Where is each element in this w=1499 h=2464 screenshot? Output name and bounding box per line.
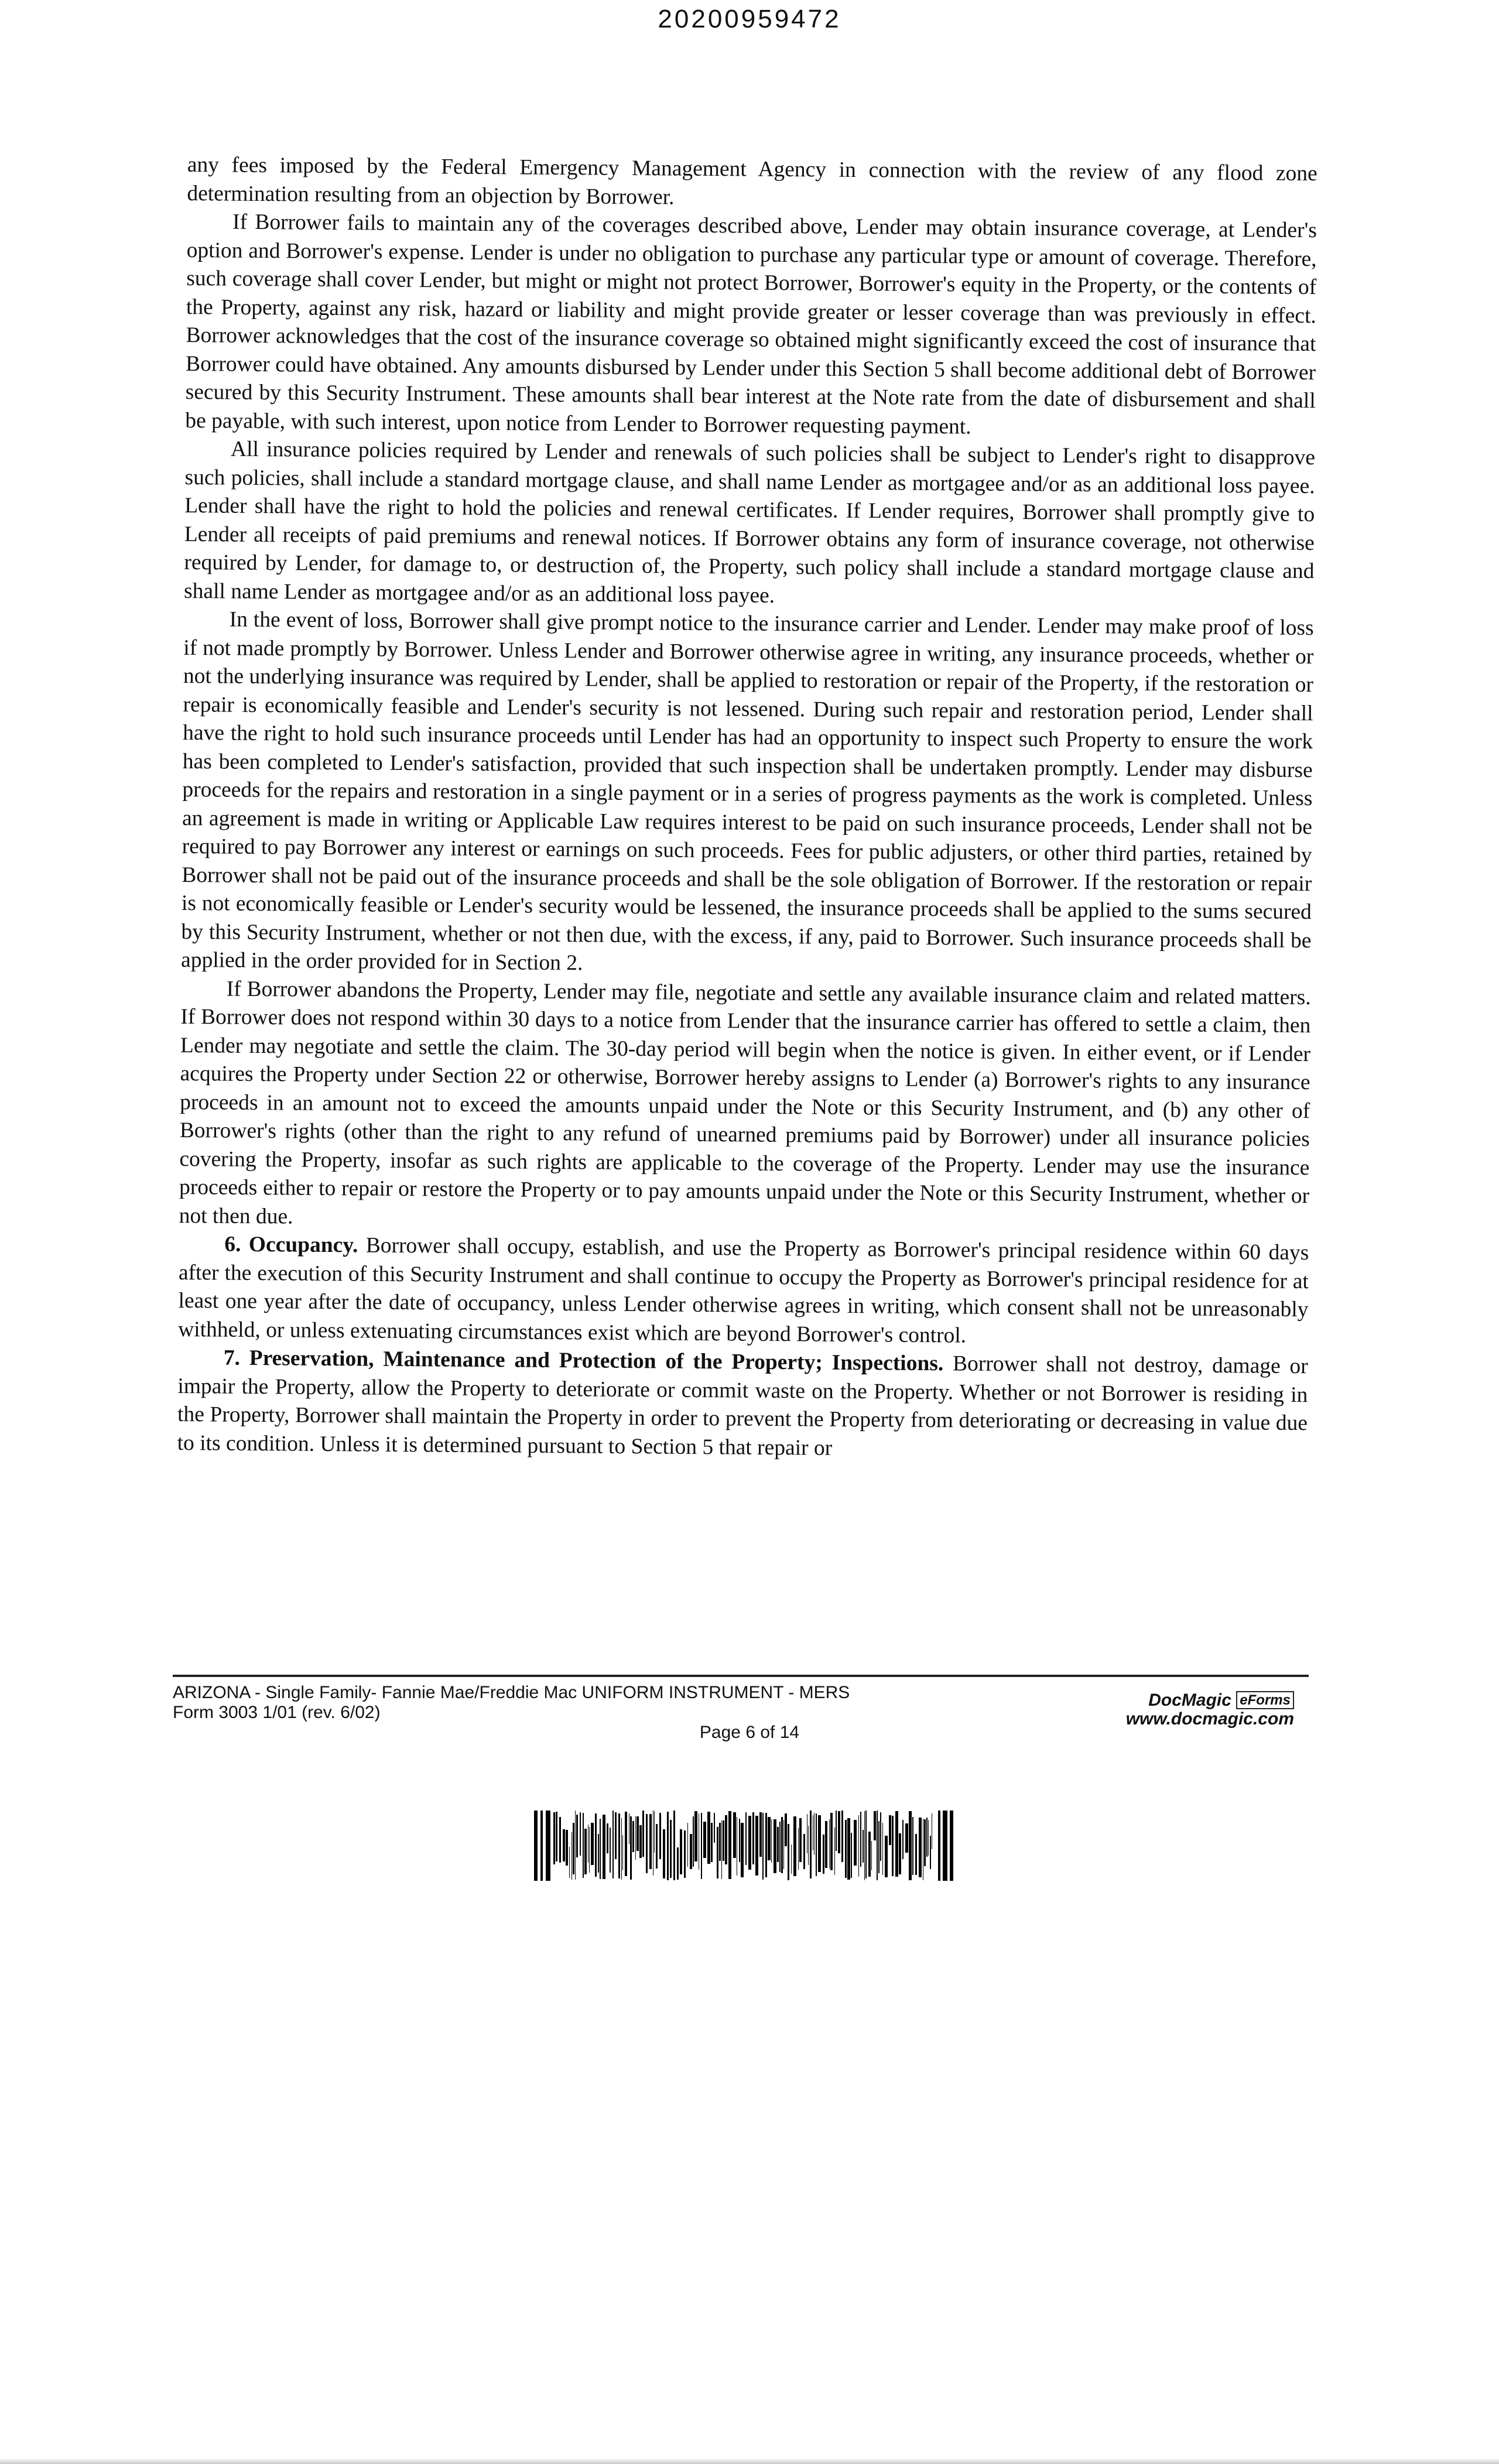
section-7-heading: 7. Preservation, Maintenance and Protection of the Property; Inspections. [223, 1346, 944, 1376]
section-6-paragraph [178, 1230, 1309, 1353]
form-identifier [173, 1683, 850, 1723]
paragraph: All insurance policies required by Lender and renewals of such policies shall be subject to Lender's right to disapprove such policies, shall include a standard mortgage clause, and shall name Lender as mortgagee and/or as an additional loss payee. Lender shall have the right to hold the policies and renewal certificates. If Lender requires, Borrower shall promptly give to Lender all receipts of paid premiums and renewal notices. If Borrower obtains any form of insurance coverage, not otherwise required by Lender, for damage to, or destruction of, the Property, such policy shall include a standard mortgage clause and shall name Lender as mortgagee and/or as an additional loss payee. [183, 437, 1316, 608]
paragraph: If Borrower fails to maintain any of the coverages described above, Lender may obtain insurance coverage, at Lender's option and Borrower's expense. Lender is under no obligation to purchase any particular type or amount of coverage. Therefore, such coverage shall cover Lender, but might or might not protect Borrower, Borrower's equity in the Property, or the contents of the Property, against any risk, hazard or liability and might provide greater or lesser coverage than was previously in effect. Borrower acknowledges that the cost of the insurance coverage so obtained might significantly exceed the cost of insurance that Borrower could have obtained. Any amounts disbursed by Lender under this Section 5 shall become additional debt of Borrower secured by this Security Instrument. These amounts shall bear interest at the Note rate from the date of disbursement and shall be payable, with such interest, upon notice from Lender to Borrower requesting payment. [185, 210, 1317, 439]
form-number: Form 3003 1/01 (rev. 6/02) [173, 1703, 381, 1722]
section-6-text: Borrower shall occupy, establish, and use the Property as Borrower's principal residence within 60 days after the execution of this Security Instrument and shall continue to occupy the Property as Borrower's principal residence for at least one year after the date of occupancy, unless Lender otherwise agrees in writing, which consent shall not be unreasonably withheld, or unless extenuating circumstances exist which are beyond Borrower's control. [178, 1233, 1309, 1348]
scan-edge [0, 2458, 1499, 2464]
section-7-text: Borrower shall not destroy, damage or impair the Property, allow the Property to deteriorate or commit waste on the Property. Whether or not Borrower is residing in the Property, Borrower shall maintain the Property in order to prevent the Property from deteriorating or decreasing in value due to its condition. Unless it is determined pursuant to Section 5 that repair or [177, 1351, 1308, 1460]
page-number: Page 6 of 14 [699, 1723, 800, 1742]
document-number: 20200959472 [658, 5, 841, 33]
paragraph: If Borrower abandons the Property, Lender may file, negotiate and settle any available insurance claim and related matters. If Borrower does not respond within 30 days to a notice from Lender that the insurance carrier has offered to settle a claim, then Lender may negotiate and settle the claim. The 30-day period will begin when the notice is given. In either event, or if Lender acquires the Property under Section 22 or otherwise, Borrower hereby assigns to Lender (a) Borrower's rights to any insurance proceeds in an amount not to exceed the amounts unpaid under the Note or this Security Instrument, and (b) any other of Borrower's rights (other than the right to any refund of unearned premiums paid by Borrower) under all insurance policies covering the Property, insofar as such rights are applicable to the coverage of the Property. Lender may use the insurance proceeds either to repair or restore the Property or to pay amounts unpaid under the Note or this Security Instrument, whether or not then due. [179, 977, 1311, 1228]
brand-name: DocMagic [1148, 1690, 1231, 1710]
section-7-paragraph [177, 1344, 1308, 1466]
section-6-heading: 6. Occupancy. [224, 1232, 358, 1258]
form-title: ARIZONA - Single Family- Fannie Mae/Freddie Mac UNIFORM INSTRUMENT - MERS [173, 1683, 850, 1702]
barcode-icon [534, 1811, 956, 1881]
paragraph: In the event of loss, Borrower shall give prompt notice to the insurance carrier and Lender. Lender may make proof of loss if not made promptly by Borrower. Unless Lender and Borrower otherwise agree in writing, any insurance proceeds, whether or not the underlying insurance was required by Lender, shall be applied to restoration or repair of the Property, if the restoration or repair is economically feasible and Lender's security is not lessened. During such repair and restoration period, Lender shall have the right to hold such insurance proceeds until Lender has had an opportunity to inspect such Property to ensure the work has been completed to Lender's satisfaction, provided that such inspection shall be undertaken promptly. Lender may disburse proceeds for the repairs and restoration in a single payment or in a series of progress payments as the work is completed. Unless an agreement is made in writing or Applicable Law requires interest to be paid on such insurance proceeds, Lender shall not be required to pay Borrower any interest or earnings on such proceeds. Fees for public adjusters, or other third parties, retained by Borrower shall not be paid out of the insurance proceeds and shall be the sole obligation of Borrower. If the restoration or repair is not economically feasible or Lender's security would be lessened, the insurance proceeds shall be applied to the sums secured by this Security Instrument, whether or not then due, with the excess, if any, paid to Borrower. Such insurance proceeds shall be applied in the order provided for in Section 2. [180, 607, 1314, 976]
document-body [177, 151, 1317, 1466]
eforms-logo-icon: eForms [1236, 1691, 1294, 1709]
paragraph: any fees imposed by the Federal Emergency Management Agency in connection with the review of any flood zone determination resulting from an objection by Borrower. [187, 152, 1317, 210]
footer-divider [173, 1675, 1309, 1677]
brand-url: www.docmagic.com [1125, 1709, 1294, 1729]
